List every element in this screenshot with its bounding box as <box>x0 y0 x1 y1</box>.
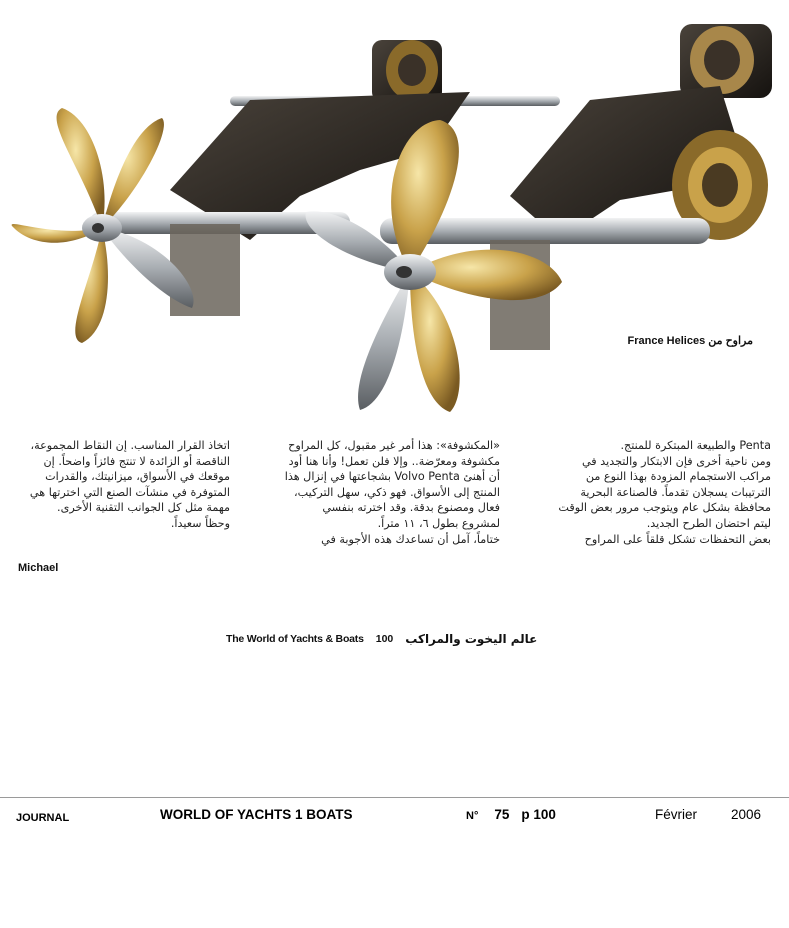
text-line: وحظاً سعيداً. <box>170 516 230 530</box>
author-signature: Michael <box>18 562 59 574</box>
page-reference: p 100 <box>521 807 556 822</box>
magazine-title-en: The World of Yachts & Boats <box>226 633 364 645</box>
text-line: موقعك في الأسواق، ميزانيتك، والقدرات <box>45 470 230 484</box>
text-line: محافظة بشكل عام ويتوجب مرور بعض الوقت <box>558 501 771 515</box>
text-line: أن أهنئ Volvo Penta بشجاعتها في إنزال هذا <box>284 470 500 484</box>
text-line: المتوفرة في منشآت الصنع التي اخترتها هي <box>29 485 230 499</box>
text-line: الناقصة أو الزائدة لا تنتج فائزاً واضحاً. إن <box>43 454 230 468</box>
text-line: مهمة مثل كل الجوانب التقنية الأخرى. <box>57 501 230 515</box>
text-line: Penta والطبيعة المبتكرة للمنتج. <box>620 439 771 452</box>
text-line: المنتج إلى الأسواق. فهو ذكي، سهل التركيب، <box>293 485 500 499</box>
magazine-page-number: 100 <box>375 633 394 645</box>
rear-mount-left <box>372 40 442 102</box>
issue-year: 2006 <box>731 807 762 822</box>
text-line: مراكب الاستجمام المزودة بهذا النوع من <box>585 470 771 484</box>
text-line: فعال ومصنوع بدقة. وقد اخترته بنفسي <box>322 501 500 515</box>
text-line: «المكشوفة»: هذا أمر غير مقبول، كل المراوح <box>288 439 500 452</box>
text-line: ليتم احتضان الطرح الجديد. <box>646 516 771 530</box>
publication-name: WORLD OF YACHTS 1 BOATS <box>160 807 353 822</box>
text-line: بعض التحفظات تشكل قلقاً على المراوح <box>584 532 771 546</box>
article-column-middle <box>282 438 500 547</box>
photo-caption: مراوح من France Helices <box>627 335 753 347</box>
number-symbol: N° <box>466 810 479 822</box>
issue-month: Février <box>655 807 698 822</box>
text-line: الترتيبات يسجلان تقدماً. فالصناعة البحرية <box>580 485 771 499</box>
article-column-left <box>12 438 230 532</box>
magazine-page-footer <box>226 630 571 648</box>
article-column-right <box>553 438 771 547</box>
propeller-photo <box>0 0 789 420</box>
text-line: اتخاذ القرار المناسب. إن النقاط المجموعة، <box>30 439 230 452</box>
twin-propeller-drive-illustration <box>0 0 789 420</box>
issue-number: 75 <box>494 807 510 822</box>
rear-mount-right <box>680 24 772 98</box>
journal-label: JOURNAL <box>16 812 70 824</box>
text-line: لمشروع بطول ٦، ١١ متراً. <box>377 516 500 530</box>
text-line: ومن ناحية أخرى فإن الابتكار والتجديد في <box>581 454 771 468</box>
issue-info <box>466 807 556 822</box>
text-line: ختاماً، آمل أن تساعدك هذه الأجوبة في <box>321 532 500 546</box>
text-line: مكشوفة ومعرّضة.. وإلا فلن تعمل! وأنا هنا أود <box>288 454 500 468</box>
footer-divider <box>0 797 789 798</box>
magazine-title-ar: عالم اليخوت والمراكب <box>405 632 538 646</box>
